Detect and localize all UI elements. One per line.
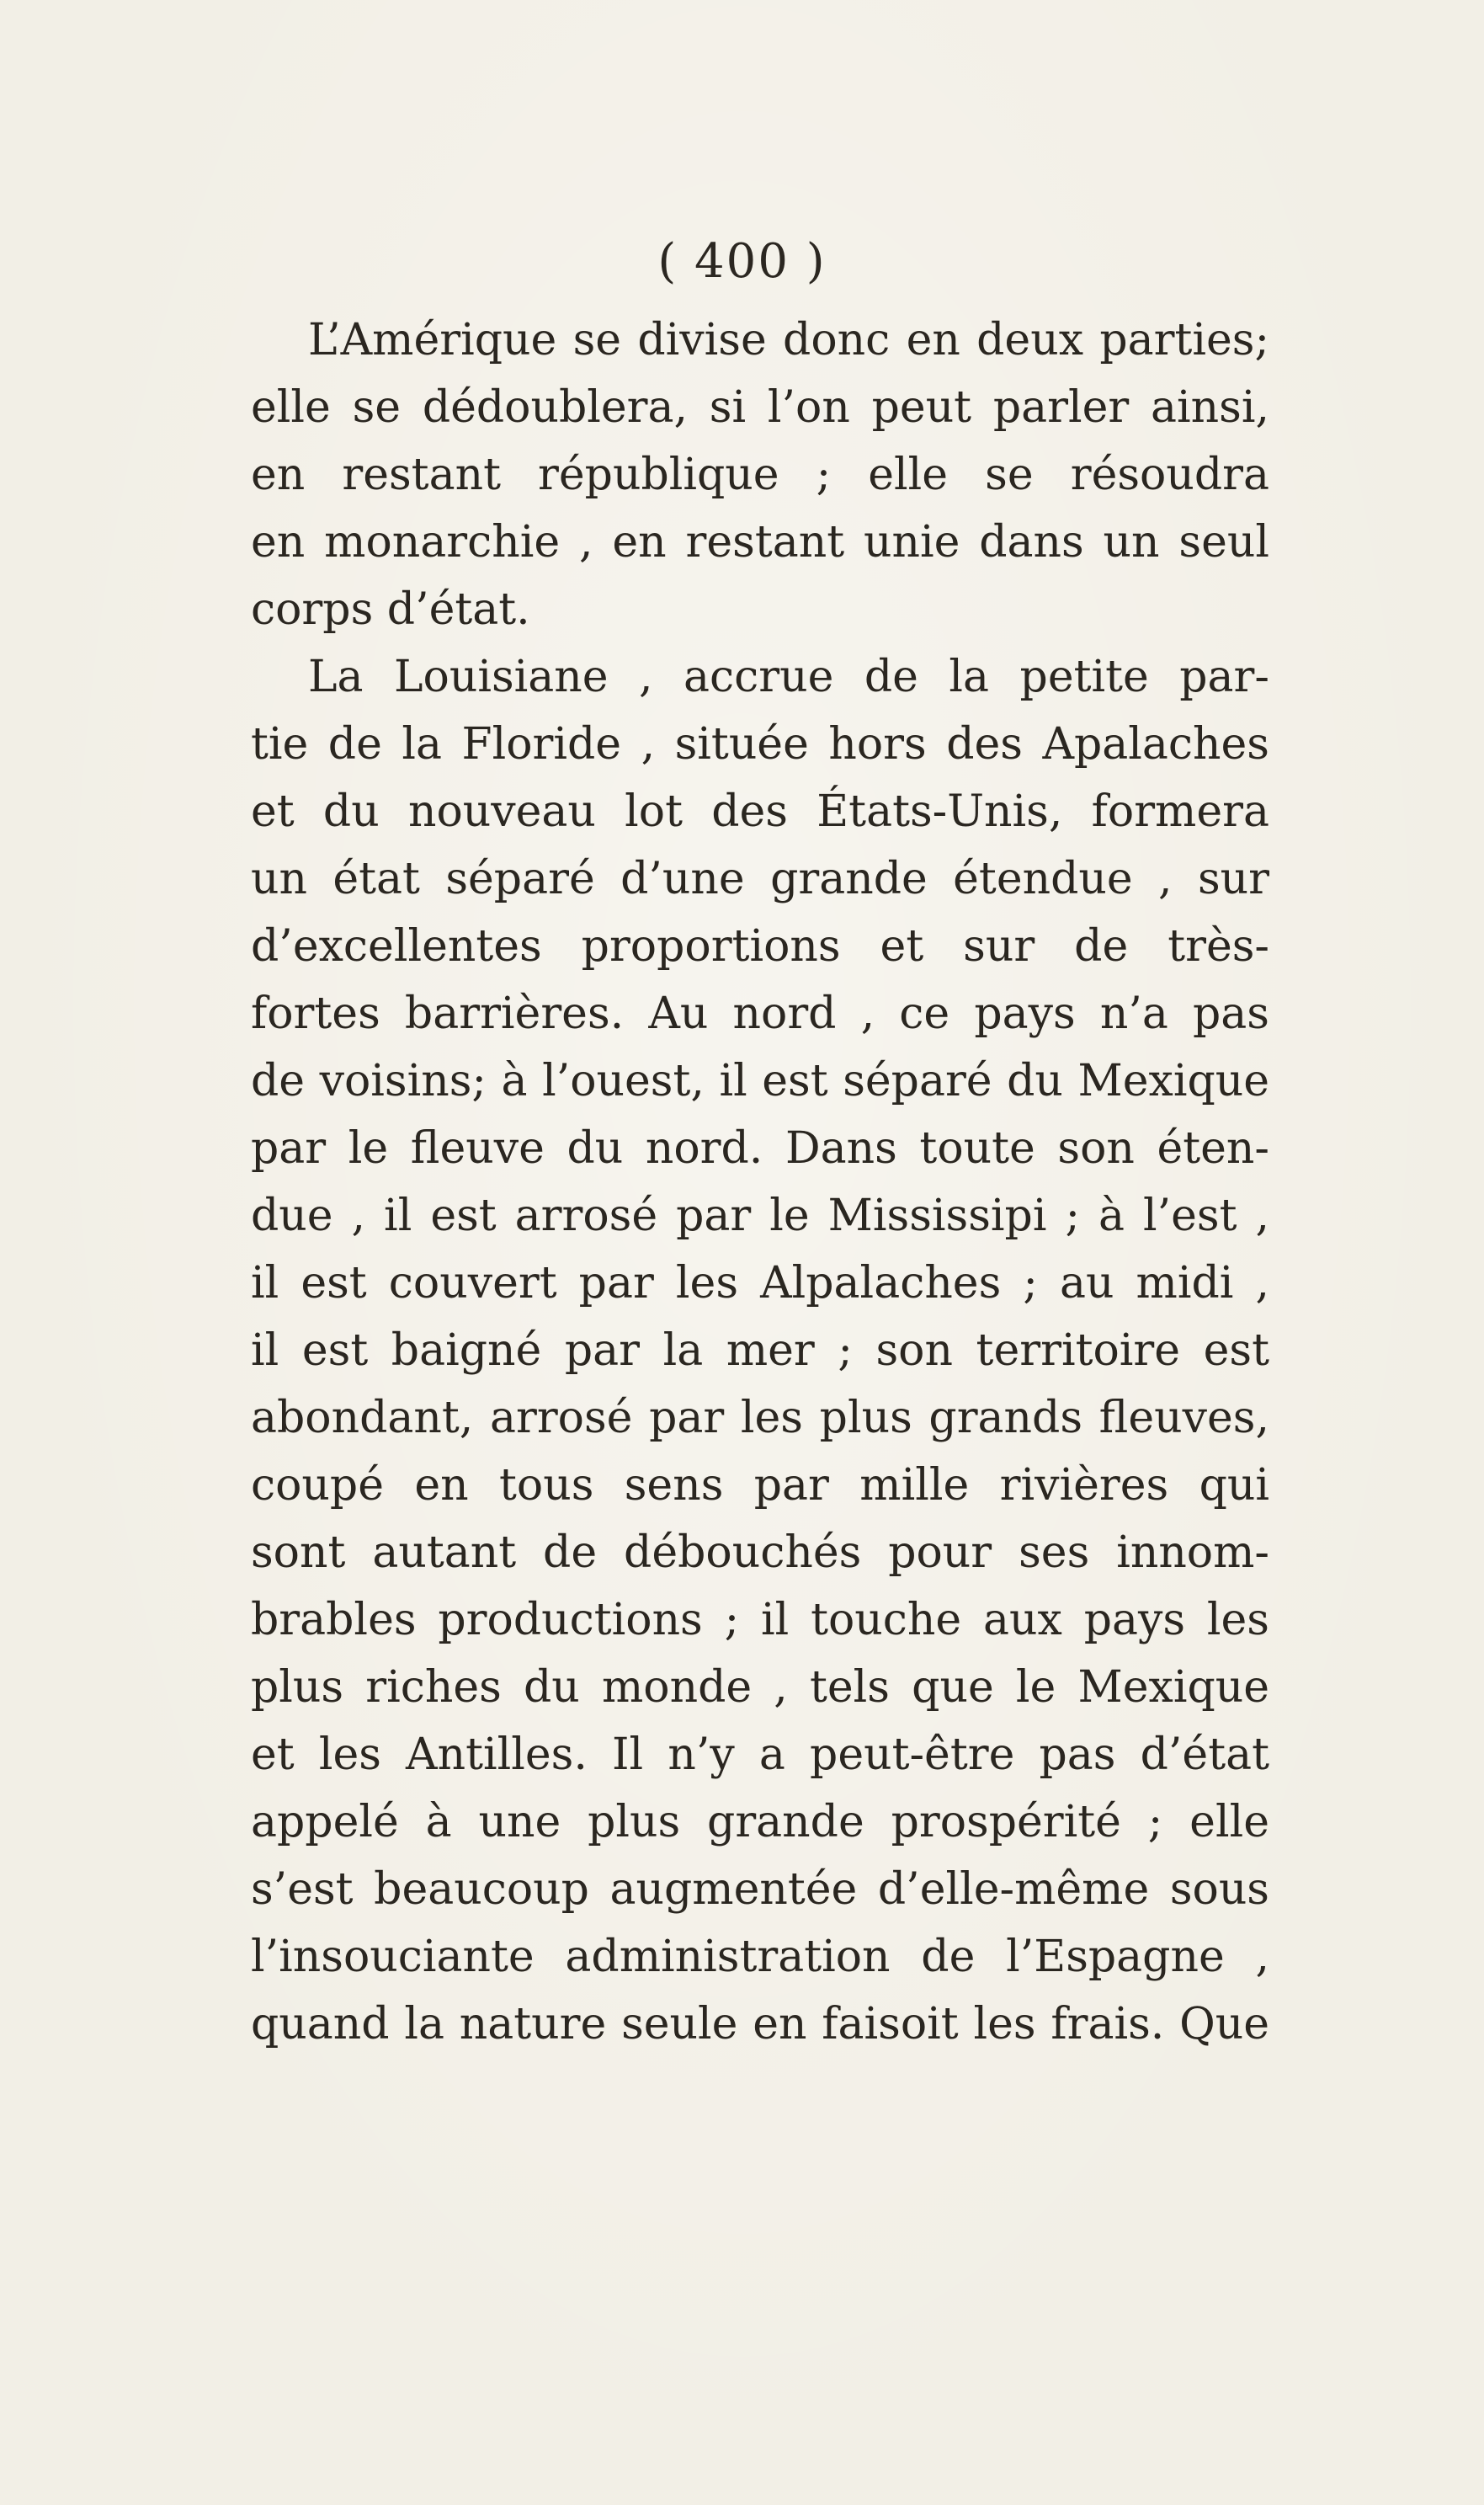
text-line: appelé à une plus grande prospérité ; elle	[251, 1797, 1269, 1847]
paragraph-1	[251, 306, 1269, 643]
body-text	[251, 306, 1269, 2058]
text-line: abondant, arrosé par les plus grands fleuves,	[251, 1393, 1269, 1443]
text-line: sont autant de débouchés pour ses innom-	[251, 1527, 1269, 1578]
text-line: il est baigné par la mer ; son territoire est	[251, 1325, 1269, 1376]
text-line: fortes barrières. Au nord , ce pays n’a pas	[251, 989, 1269, 1039]
text-line: s’est beaucoup augmentée d’elle-même sous	[251, 1864, 1269, 1915]
text-line: en monarchie , en restant unie dans un seul	[251, 517, 1269, 568]
text-line: quand la nature seule en faisoit les frais. Que	[251, 1999, 1269, 2049]
text-line: et les Antilles. Il n’y a peut-être pas d’état	[251, 1730, 1269, 1780]
text-line: un état séparé d’une grande étendue , sur	[251, 854, 1269, 904]
text-line: plus riches du monde , tels que le Mexique	[251, 1662, 1269, 1713]
text-line: brables productions ; il touche aux pays les	[251, 1595, 1269, 1645]
text-line: de voisins; à l’ouest, il est séparé du Mexique	[251, 1056, 1269, 1106]
text-line: en restant république ; elle se résoudra	[251, 450, 1269, 500]
text-line: corps d’état.	[251, 584, 530, 635]
page-number: ( 400 )	[657, 234, 827, 289]
text-line: l’insouciante administration de l’Espagne ,	[251, 1932, 1269, 1982]
text-line: L’Amérique se divise donc en deux parties;	[308, 315, 1269, 365]
text-line: due , il est arrosé par le Mississipi ; à l’est ,	[251, 1191, 1269, 1241]
paragraph-2	[251, 643, 1269, 2058]
text-line: il est couvert par les Alpalaches ; au midi ,	[251, 1258, 1269, 1308]
text-line: elle se dédoublera, si l’on peut parler ainsi,	[251, 382, 1269, 433]
text-line: par le fleuve du nord. Dans toute son éten-	[251, 1123, 1269, 1174]
text-line: tie de la Floride , située hors des Apalaches	[251, 719, 1269, 770]
text-line: coupé en tous sens par mille rivières qui	[251, 1460, 1269, 1511]
text-line: La Louisiane , accrue de la petite par-	[308, 652, 1269, 702]
text-line: et du nouveau lot des États-Unis, formera	[251, 786, 1269, 837]
text-line: d’excellentes proportions et sur de très-	[251, 921, 1269, 972]
